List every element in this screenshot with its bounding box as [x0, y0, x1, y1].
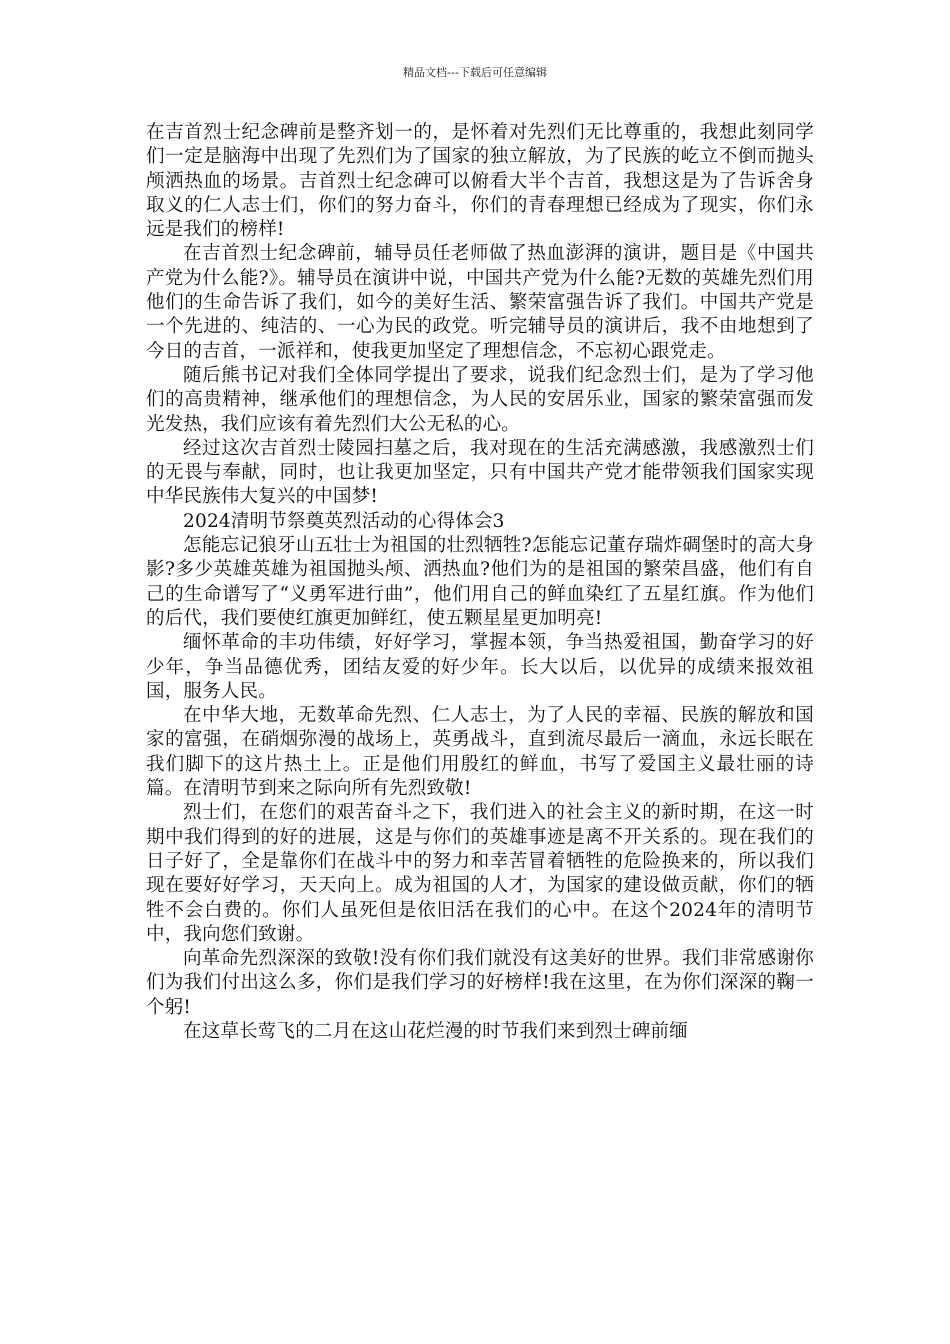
section-heading: 2024清明节祭奠英烈活动的心得体会3 [183, 510, 505, 532]
document-body [146, 121, 814, 1044]
paragraph-4: 经过这次吉首烈士陵园扫墓之后，我对现在的生活充满感激，我感激烈士们的无畏与奉献，同时，也让我更加坚定，只有中国共产党才能带领我们国家实现中华民族伟大复兴的中国梦! [146, 437, 814, 508]
paragraph-7: 在中华大地，无数革命先烈、仁人志士，为了人民的幸福、民族的解放和国家的富强，在硝烟弥漫的战场上，英勇战斗，直到流尽最后一滴血，永远长眠在我们脚下的这片热土上。正是他们用殷红的鲜血，书写了爱国主义最壮丽的诗篇。在清明节到来之际向所有先烈致敬! [146, 705, 814, 800]
paragraph-3: 随后熊书记对我们全体同学提出了要求，说我们纪念烈士们，是为了学习他们的高贵精神，继承他们的理想信念，为人民的安居乐业，国家的繁荣富强而发光发热，我们应该有着先烈们大公无私的心。 [146, 364, 814, 435]
paragraph-2: 在吉首烈士纪念碑前，辅导员任老师做了热血澎湃的演讲，题目是《中国共产党为什么能?》。辅导员在演讲中说，中国共产党为什么能?无数的英雄先烈们用他们的生命告诉了我们，如今的美好生活、繁荣富强告诉了我们。中国共产党是一个先进的、纯洁的、一心为民的政党。听完辅导员的演讲后，我不由地想到了今日的吉首，一派祥和，使我更加坚定了理想信念，不忘初心跟党走。 [146, 243, 814, 362]
paragraph-6: 缅怀革命的丰功伟绩，好好学习，掌握本领，争当热爱祖国，勤奋学习的好少年，争当品德优秀，团结友爱的好少年。长大以后，以优异的成绩来报效祖国，服务人民。 [146, 632, 814, 702]
paragraph-1: 在吉首烈士纪念碑前是整齐划一的，是怀着对先烈们无比尊重的，我想此刻同学们一定是脑海中出现了先烈们为了国家的独立解放，为了民族的屹立不倒而抛头颅洒热血的场景。吉首烈士纪念碑可以俯看大半个吉首，我想这是为了告诉舍身取义的仁人志士们，你们的努力奋斗，你们的青春理想已经成为了现实，你们永远是我们的榜样! [146, 122, 814, 241]
page-header: 精品文档---下载后可任意编辑 [403, 66, 547, 79]
paragraph-8: 烈士们，在您们的艰苦奋斗之下，我们进入的社会主义的新时期，在这一时期中我们得到的好的进展，这是与你们的英雄事迹是离不开关系的。现在我们的日子好了，全是靠你们在战斗中的努力和幸苦冒着牺牲的危险换来的，所以我们现在要好好学习，天天向上。成为祖国的人才，为国家的建设做贡献，你们的牺牲不会白费的。你们人虽死但是依旧活在我们的心中。在这个2024年的清明节中，我向您们致谢。 [146, 802, 814, 945]
paragraph-9: 向革命先烈深深的致敬!没有你们我们就没有这美好的世界。我们非常感谢你们为我们付出这么多，你们是我们学习的好榜样!我在这里，在为你们深深的鞠一个躬! [146, 948, 814, 1018]
paragraph-5: 怎能忘记狼牙山五壮士为祖国的壮烈牺牲?怎能忘记董存瑞炸碉堡时的高大身影?多少英雄英雄为祖国抛头颅、洒热血?他们为的是祖国的繁荣昌盛，他们有自己的生命谱写了“义勇军进行曲”，他们用自己的鲜血染红了五星红旗。作为他们的后代，我们要使红旗更加鲜红，使五颗星星更加明亮! [146, 535, 814, 629]
paragraph-10: 在这草长莺飞的二月在这山花烂漫的时节我们来到烈士碑前缅 [183, 1020, 688, 1042]
